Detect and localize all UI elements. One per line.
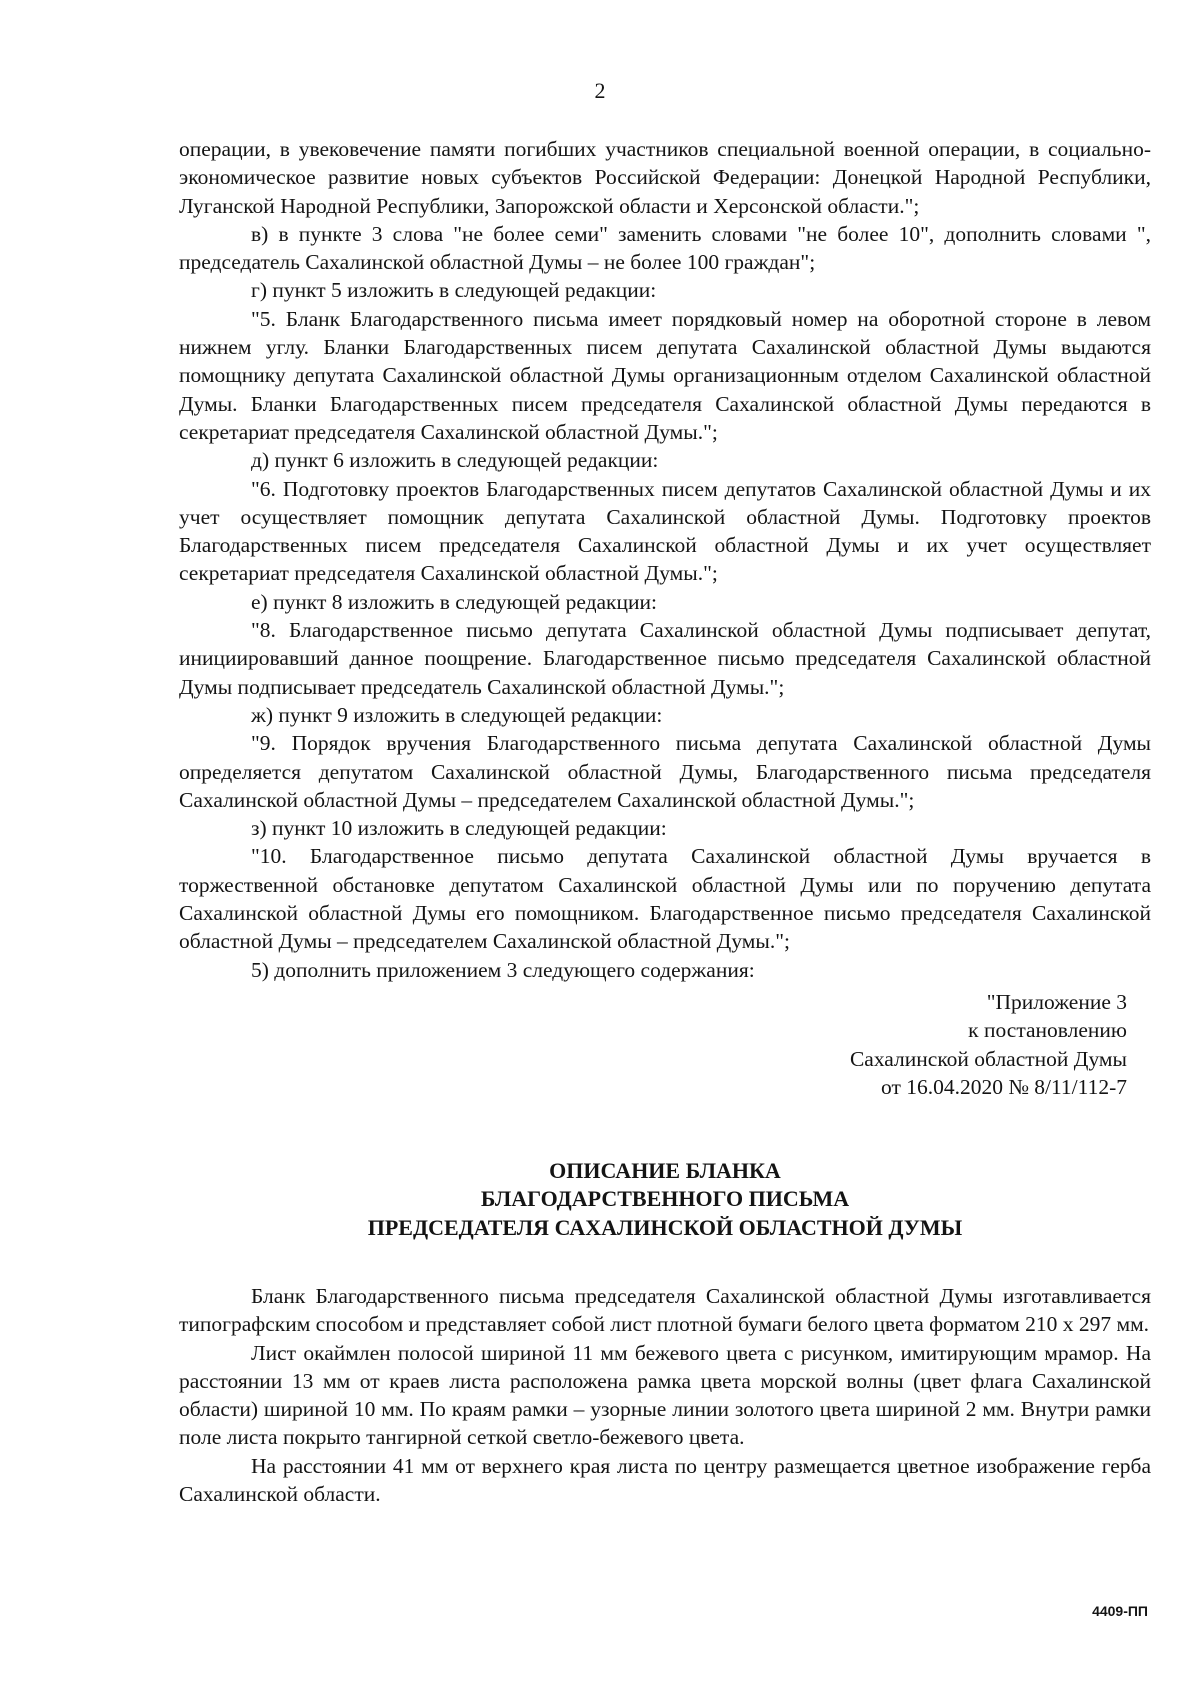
amendment-paragraph: е) пункт 8 изложить в следующей редакции:	[251, 589, 657, 614]
amendment-paragraph: 5) дополнить приложением 3 следующего содержания:	[251, 957, 755, 982]
description-paragraph: На расстоянии 41 мм от верхнего края листа по центру размещается цветное изображение герба Сахалинской области.	[179, 1453, 1151, 1507]
amendment-paragraph: г) пункт 5 изложить в следующей редакции:	[251, 278, 657, 303]
amendment-paragraph: "10. Благодарственное письмо депутата Сахалинской областной Думы вручается в торжественной обстановке депутатом Сахалинской областной Думы или по поручению депутата Сахалинской областной Думы его помощником. Благодарственное письмо председателя Сахалинской областной Думы – председателем Сахалинской областной Думы.";	[179, 844, 1151, 954]
appendix-line: к постановлению	[968, 1018, 1127, 1043]
document-code: 4409-ПП	[1092, 1603, 1148, 1619]
amendments-section	[179, 135, 1151, 984]
page-number: 2	[594, 78, 606, 103]
amendment-paragraph: "5. Бланк Благодарственного письма имеет порядковый номер на оборотной стороне в левом нижнем углу. Бланки Благодарственных писем депутата Сахалинской областной Думы выдаются помощнику депутата Сахалинской областной Думы организационным отделом Сахалинской областной Думы. Бланки Благодарственных писем председателя Сахалинской областной Думы передаются в секретариат председателя Сахалинской областной Думы.";	[179, 306, 1151, 444]
description-paragraph: Бланк Благодарственного письма председателя Сахалинской областной Думы изготавливается типографским способом и представляет собой лист плотной бумаги белого цвета форматом 210 х 297 мм.	[179, 1283, 1151, 1337]
amendment-paragraph: операции, в увековечение памяти погибших участников специальной военной операции, в социально-экономическое развитие новых субъектов Российской Федерации: Донецкой Народной Республики, Луганской Народной Республики, Запорожской области и Херсонской области.";	[179, 137, 1151, 218]
amendment-paragraph: в) в пункте 3 слова "не более семи" заменить словами "не более 10", дополнить словами ", председатель Сахалинской областной Думы – не более 100 граждан";	[179, 221, 1151, 275]
appendix-line: от 16.04.2020 № 8/11/112-7	[880, 1074, 1127, 1099]
heading-line: БЛАГОДАРСТВЕННОГО ПИСЬМА	[480, 1186, 850, 1212]
appendix-line: "Приложение 3	[986, 989, 1127, 1014]
description-section	[179, 1282, 1151, 1508]
heading-line: ПРЕДСЕДАТЕЛЯ САХАЛИНСКОЙ ОБЛАСТНОЙ ДУМЫ	[367, 1214, 963, 1240]
amendment-paragraph: "8. Благодарственное письмо депутата Сахалинской областной Думы подписывает депутат, инициировавший данное поощрение. Благодарственное письмо председателя Сахалинской областной Думы подписывает председатель Сахалинской областной Думы.";	[179, 618, 1151, 699]
appendix-reference	[179, 988, 1151, 1101]
amendment-paragraph: "9. Порядок вручения Благодарственного письма депутата Сахалинской областной Думы определяется депутатом Сахалинской областной Думы, Благодарственного письма председателя Сахалинской областной Думы – председателем Сахалинской областной Думы.";	[179, 731, 1151, 812]
amendment-paragraph: "6. Подготовку проектов Благодарственных писем депутатов Сахалинской областной Думы и их учет осуществляет помощник депутата Сахалинской областной Думы. Подготовку проектов Благодарственных писем председателя Сахалинской областной Думы и их учет осуществляет секретариат председателя Сахалинской областной Думы.";	[179, 476, 1151, 586]
appendix-line: Сахалинской областной Думы	[849, 1046, 1127, 1071]
document-heading	[179, 1157, 1151, 1242]
amendment-paragraph: ж) пункт 9 изложить в следующей редакции:	[251, 702, 663, 727]
amendment-paragraph: д) пункт 6 изложить в следующей редакции:	[251, 448, 659, 473]
heading-line: ОПИСАНИЕ БЛАНКА	[549, 1158, 781, 1184]
amendment-paragraph: з) пункт 10 изложить в следующей редакции:	[251, 816, 667, 841]
description-paragraph: Лист окаймлен полосой шириной 11 мм бежевого цвета с рисунком, имитирующим мрамор. На расстоянии 13 мм от краев листа расположена рамка цвета морской волны (цвет флага Сахалинской области) шириной 10 мм. По краям рамки – узорные линии золотого цвета шириной 2 мм. Внутри рамки поле листа покрыто тангирной сеткой светло-бежевого цвета.	[179, 1340, 1151, 1450]
document-body	[179, 135, 1151, 1508]
